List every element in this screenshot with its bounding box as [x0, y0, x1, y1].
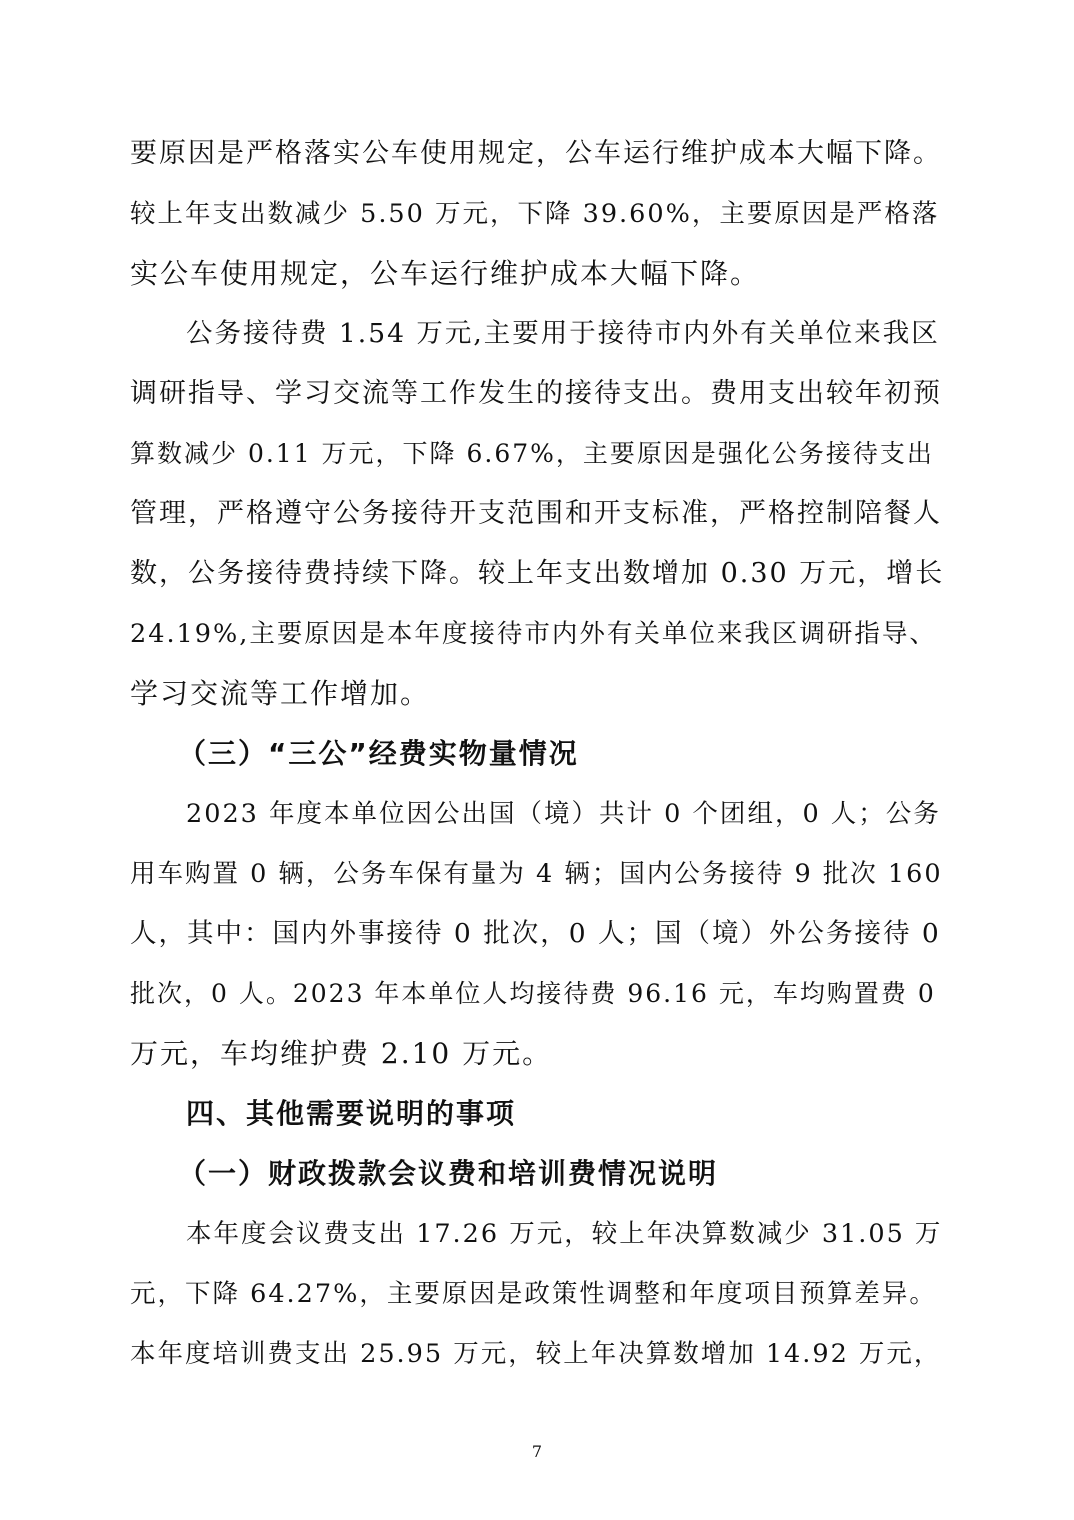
text-line: 人，其中：国内外事接待 0 批次，0 人；国（境）外公务接待 0	[130, 918, 941, 949]
text-line: 24.19%,主要原因是本年度接待市内外有关单位来我区调研指导、	[130, 619, 937, 649]
text-line: 调研指导、学习交流等工作发生的接待支出。费用支出较年初预	[130, 378, 942, 409]
section-heading: 四、其他需要说明的事项	[186, 1097, 517, 1130]
text-line: 学习交流等工作增加。	[130, 677, 431, 710]
section-heading: （一）财政拨款会议费和培训费情况说明	[178, 1157, 719, 1190]
text-line: 批次，0 人。2023 年本单位人均接待费 96.16 元，车均购置费 0	[130, 979, 936, 1008]
text-line: 要原因是严格落实公车使用规定，公车运行维护成本大幅下降。	[130, 138, 942, 169]
text-line: 2023 年度本单位因公出国（境）共计 0 个团组，0 人；公务	[186, 799, 941, 829]
text-line: 本年度会议费支出 17.26 万元，较上年决算数减少 31.05 万	[186, 1219, 943, 1249]
text-line: 算数减少 0.11 万元，下降 6.67%，主要原因是强化公务接待支出	[130, 439, 934, 468]
text-line: 公务接待费 1.54 万元,主要用于接待市内外有关单位来我区	[186, 318, 940, 349]
text-line: 实公车使用规定，公车运行维护成本大幅下降。	[130, 257, 761, 290]
text-line: 用车购置 0 辆，公务车保有量为 4 辆；国内公务接待 9 批次 160	[130, 859, 943, 889]
text-line: 本年度培训费支出 25.95 万元，较上年决算数增加 14.92 万元，	[130, 1339, 942, 1369]
section-heading: （三）“三公”经费实物量情况	[178, 737, 579, 770]
text-line: 万元，车均维护费 2.10 万元。	[130, 1037, 553, 1070]
text-line: 管理，严格遵守公务接待开支范围和开支标准，严格控制陪餐人	[130, 498, 942, 529]
text-line: 较上年支出数减少 5.50 万元，下降 39.60%，主要原因是严格落	[130, 199, 940, 229]
text-line: 元，下降 64.27%，主要原因是政策性调整和年度项目预算差异。	[130, 1279, 937, 1309]
page-number: 7	[531, 1442, 543, 1461]
text-line: 数，公务接待费持续下降。较上年支出数增加 0.30 万元，增长	[130, 558, 945, 589]
